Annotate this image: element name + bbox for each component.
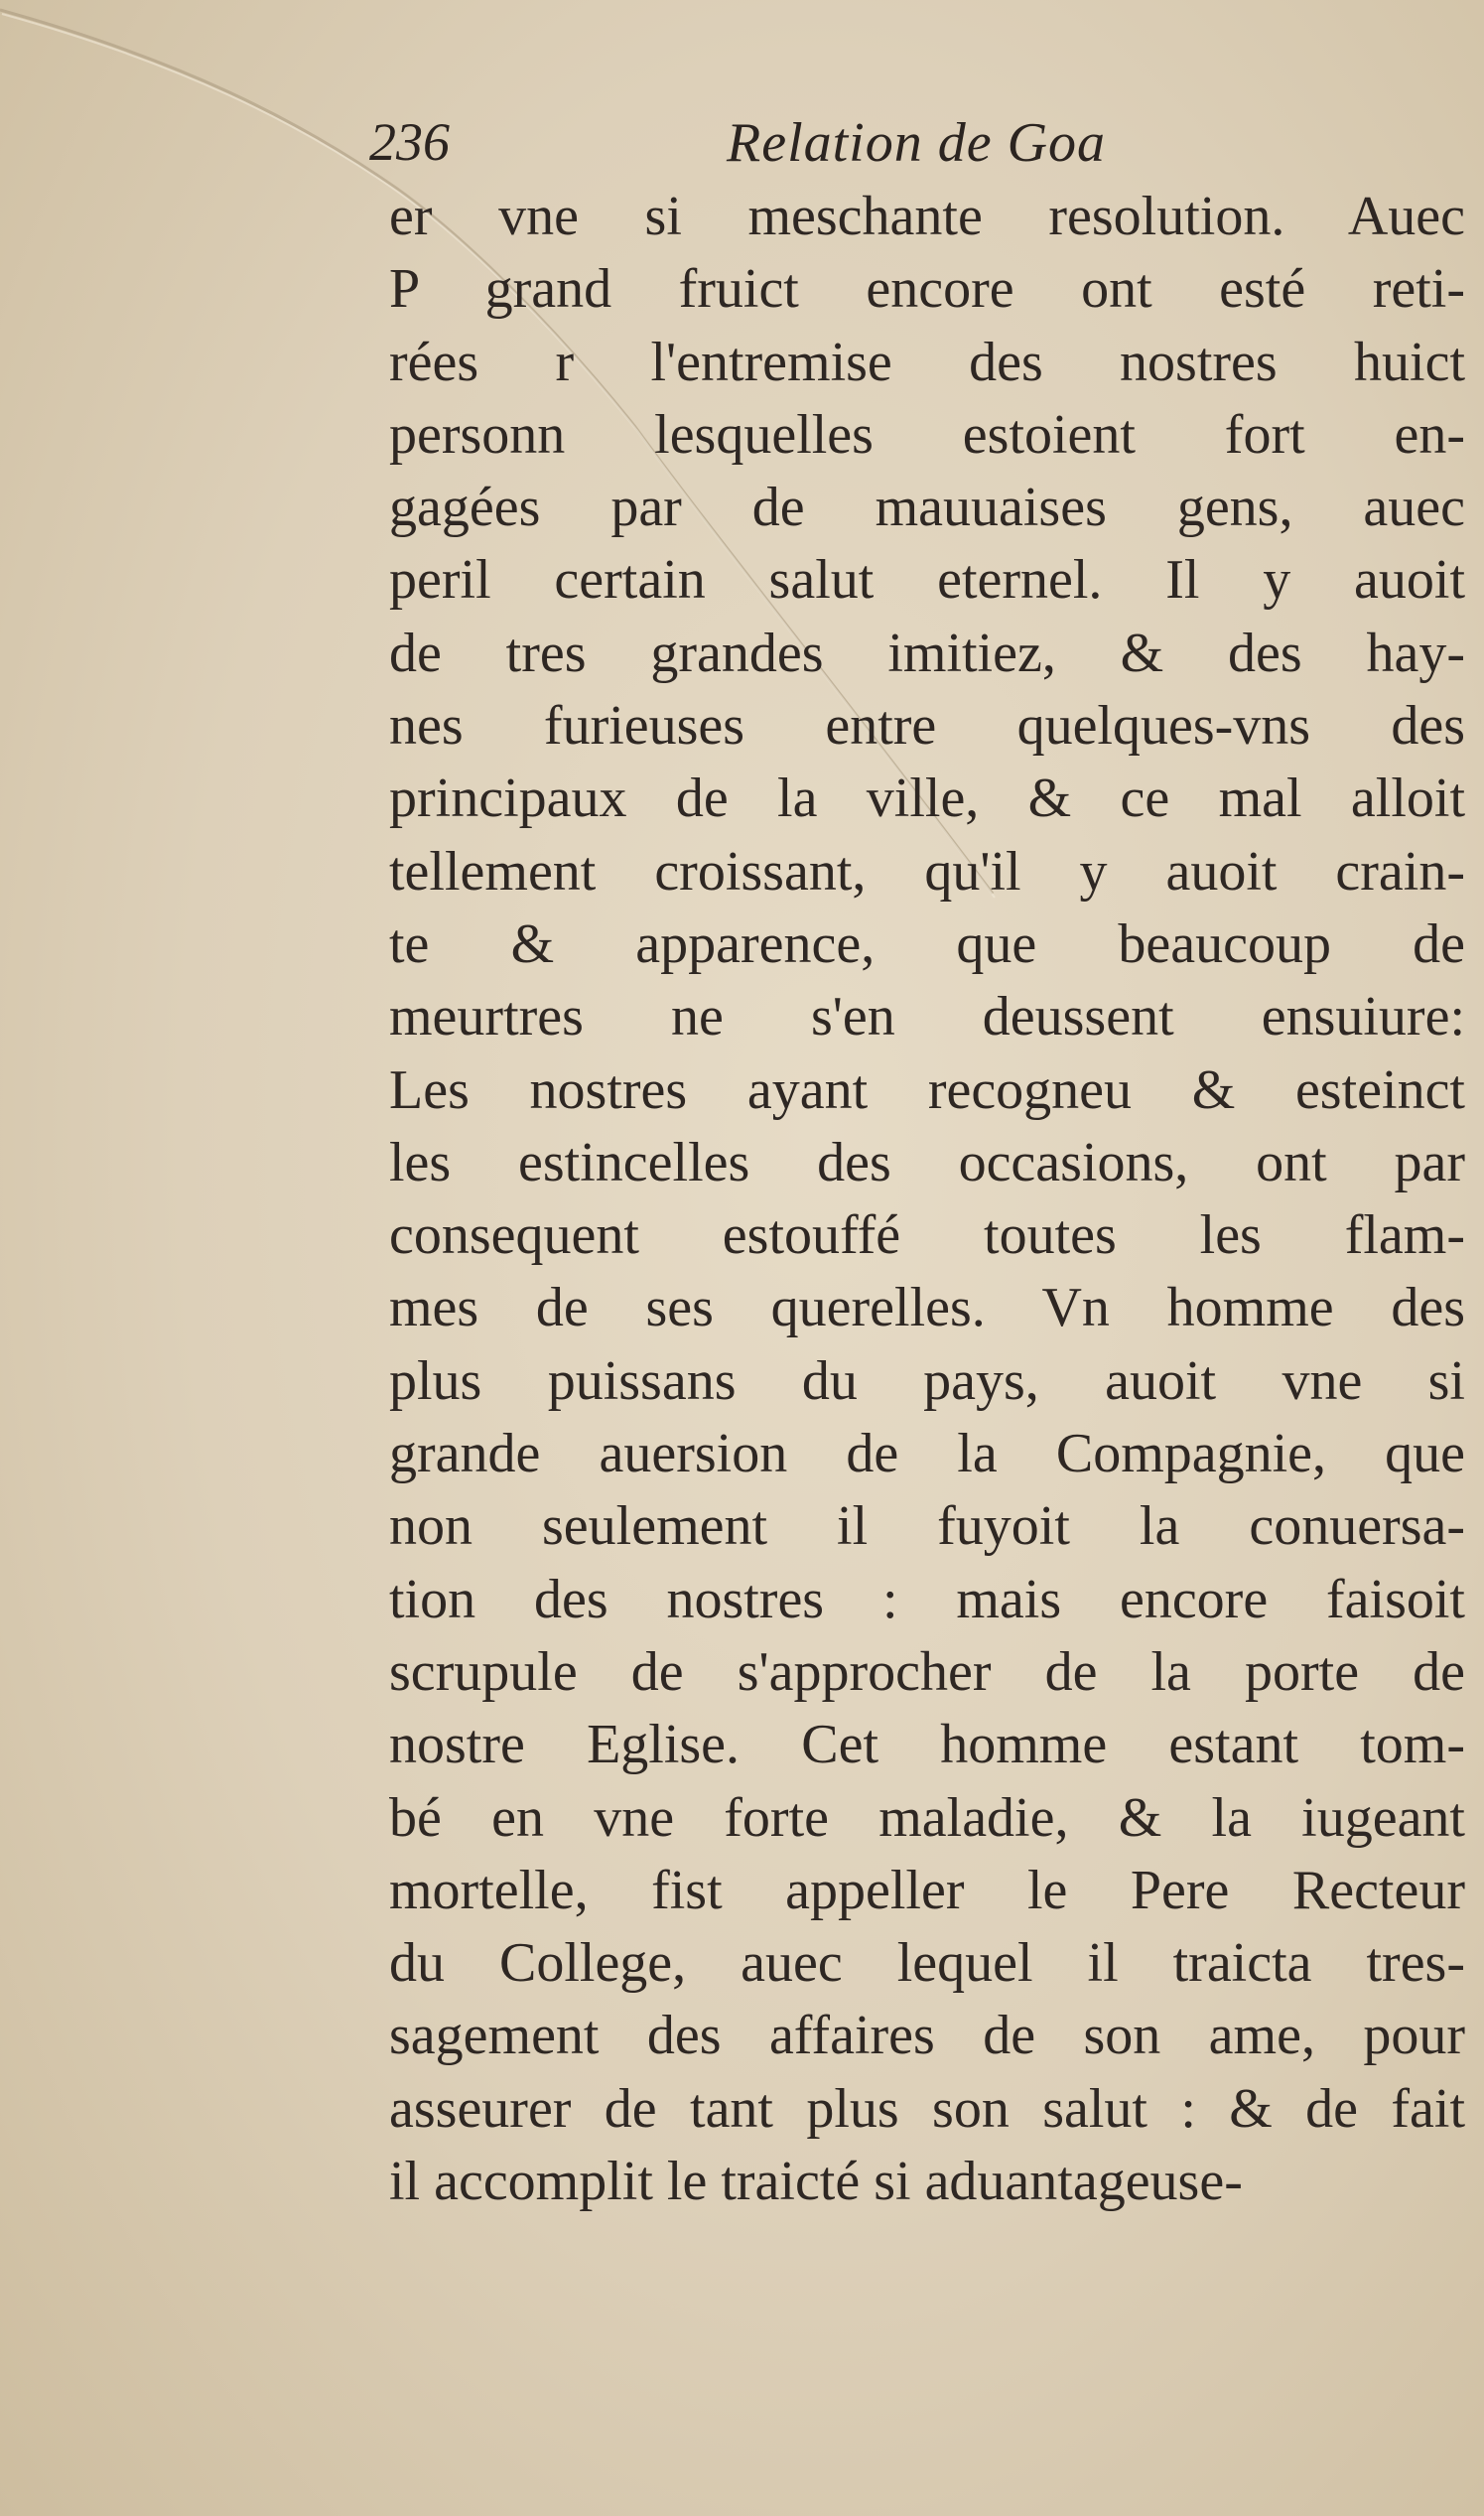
- text-line: les estincelles des occasions, ont par: [389, 1131, 1465, 1193]
- text-line: non seulement il fuyoit la conuersa-: [389, 1495, 1465, 1558]
- text-line: consequent estouffé toutes les flam-: [389, 1204, 1465, 1267]
- text-line: bé en vne forte maladie, & la iugeant: [389, 1786, 1465, 1849]
- page-header: [369, 111, 1481, 181]
- text-line: meurtres ne s'en deussent ensuiure:: [389, 986, 1465, 1048]
- text-line: asseurer de tant plus son salut : & de fait: [389, 2077, 1465, 2140]
- text-line: sagement des affaires de son ame, pour: [389, 2005, 1465, 2067]
- text-line: peril certain salut eternel. Il y auoit: [389, 549, 1465, 612]
- running-title: Relation de Goa: [727, 112, 1107, 174]
- text-line: scrupule de s'approcher de la porte de: [389, 1640, 1465, 1703]
- text-line: rées r l'entremise des nostres huict: [389, 331, 1465, 393]
- text-line: nostre Eglise. Cet homme estant tom-: [389, 1714, 1465, 1776]
- text-line: personn lesquelles estoient fort en-: [389, 403, 1465, 466]
- text-line: plus puissans du pays, auoit vne si: [389, 1349, 1465, 1412]
- text-line: tellement croissant, qu'il y auoit crain-: [389, 840, 1465, 903]
- text-line: nes furieuses entre quelques-vns des: [389, 695, 1465, 758]
- text-line: P grand fruict encore ont esté reti-: [389, 258, 1465, 321]
- text-line: gagées par de mauuaises gens, auec: [389, 477, 1465, 539]
- text-line: tion des nostres : mais encore faisoit: [389, 1568, 1465, 1630]
- text-line: de tres grandes imitiez, & des hay-: [389, 622, 1465, 684]
- page-number: 236: [369, 112, 450, 172]
- text-line: du College, auec lequel il traicta tres-: [389, 1932, 1465, 1995]
- body-text: [389, 181, 1465, 2218]
- text-line: principaux de la ville, & ce mal alloit: [389, 768, 1465, 830]
- text-line: er vne si meschante resolution. Auec: [389, 186, 1465, 247]
- text-line: mortelle, fist appeller le Pere Recteur: [389, 1859, 1465, 1921]
- text-line: Les nostres ayant recogneu & esteinct: [389, 1058, 1465, 1121]
- text-line: mes de ses querelles. Vn homme des: [389, 1277, 1465, 1339]
- text-line: te & apparence, que beaucoup de: [389, 912, 1465, 975]
- text-line: il accomplit le traicté si aduantageuse-: [389, 2151, 1243, 2213]
- text-line: grande auersion de la Compagnie, que: [389, 1423, 1465, 1485]
